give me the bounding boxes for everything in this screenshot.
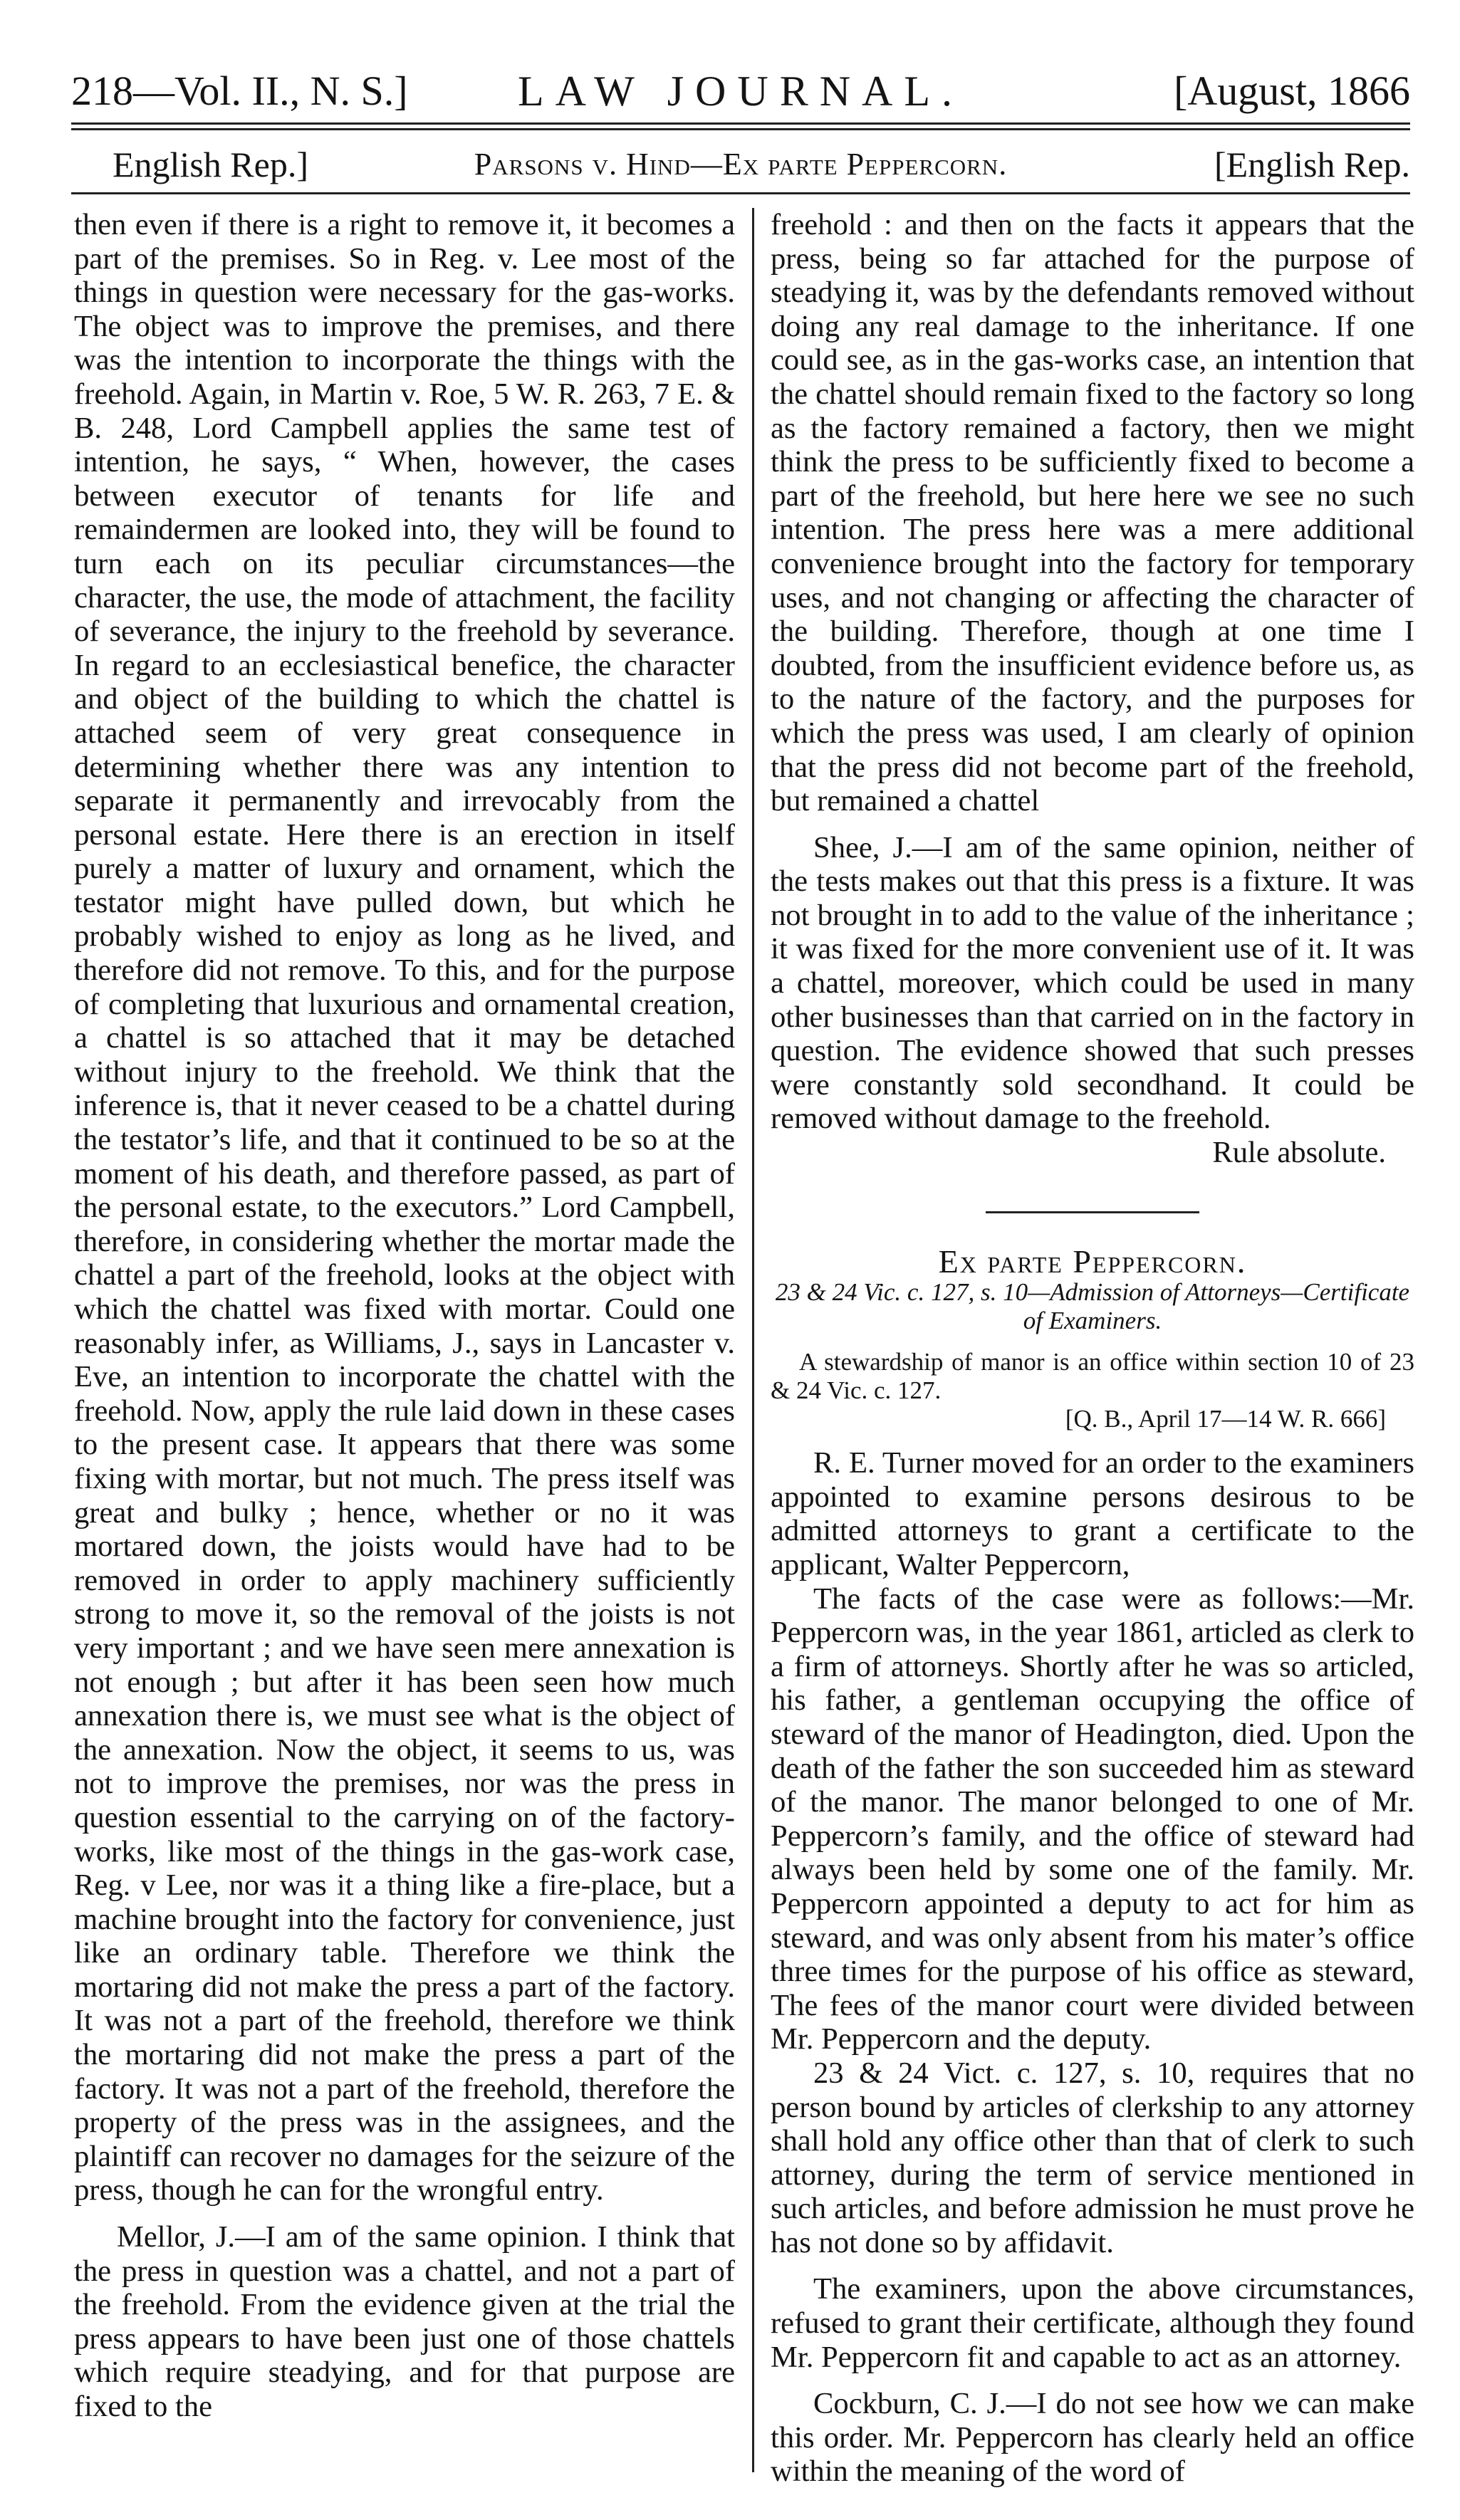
left-paragraph-judgment: then even if there is a right to remove it, it becomes a part of the premises. So in Reg. v. Lee most of the things in question were necessary for the gas-works. The object was to improve the premises, and there was the intention to incorporate the things with the freehold. Again, in Martin v. Roe, 5 W. R. 263, 7 E. & B. 248, Lord Campbell applies the same test of intention, he says, “ When, however, the cases between executor of tenants for life and remaindermen are looked into, they will be found to turn each on its peculiar circumstances—the character, the use, the mode of attachment, the facility of severance, the injury to the freehold by severance. In regard to an ecclesiastical benefice, the character and object of the building to which the chattel is attached seem of very great consequence in determining whether there was any intention to separate it permanently and irrevocably from the personal estate. Here there is an erection in itself purely a matter of luxury and ornament, which the testator might have pulled down, but which he probably wished to enjoy as long as he lived, and therefore did not remove. To this, and for the purpose of completing that luxurious and ornamental creation, a chattel is so attached that it may be detached without injury to the freehold. We think that the inference is, that it never ceased to be a chattel during the testator’s life, and that it continued to be so at the moment of his death, and therefore passed, as part of the personal estate, to the executors.” Lord Campbell, therefore, in considering whether the mortar made the chattel a part of the freehold, looks at the object with which the chattel was fixed with mortar. Could one reasonably infer, as Williams, J., says in Lancaster v. Eve, an intention to incorporate the chattel with the freehold. Now, apply the rule laid down in these cases to the present case. It appears that there was some fixing with mortar, but not much. The press itself was great and bulky ; hence, whether or no it was mortared down, the joists would have had to be removed in order to apply machinery sufficiently strong to move it, so the removal of the joists is not very important ; and we have seen mere annexation is not enough ; but after it has been seen how much annexation there is, we must see what is the object of the annexation. Now the object, it seems to us, was not to improve the premises, nor was the press in question essential to the carrying on of the factory-works, like most of the things in the gas-work case, Reg. v Lee, nor was it a thing like a fire-place, but a machine brought into the factory for convenience, just like an ordinary table. Therefore we think the mortaring did not make the press a part of the factory. It was not a part of the freehold, therefore we think the mortaring did not make the press a part of the factory. It was not a part of the freehold, therefore the property of the press was in the assignees, and the plaintiff can recover no damages for the seizure of the press, though he can for the wrongful entry. (74, 208, 735, 2207)
rule-absolute: Rule absolute. (1212, 1136, 1386, 1170)
right-paragraph-cockburn: Cockburn, C. J.—I do not see how we can make this order. Mr. Peppercorn has clearly held an office within the meaning of the word of (771, 2387, 1414, 2489)
right-paragraph-facts: The facts of the case were as follows:—Mr. Peppercorn was, in the year 1861, articled as clerk to a firm of attorneys. Shortly after he was so articled, his father, a gentleman occupying the office of steward of the manor of Headington, died. Upon the death of the father the son succeeded him as steward of the manor. The manor belonged to one of Mr. Peppercorn’s family, and the office of steward had always been held by some one of the family. Mr. Peppercorn appointed a deputy to act for him as steward, and was only absent from his mater’s office three times for the purpose of his office as steward, The fees of the manor court were divided between Mr. Peppercorn and the deputy. (771, 1581, 1414, 2056)
right-paragraph-shee: Shee, J.—I am of the same opinion, neither of the tests makes out that this press is a fixture. It was not brought in to add to the value of the inheritance ; it was fixed for the more convenient use of it. It was a chattel, moreover, which could be used in many other businesses than that carried on in the factory in question. The evidence showed that such presses were constantly sold secondhand. It could be removed without damage to the freehold. (771, 830, 1414, 1136)
headnote: A stewardship of manor is an office within section 10 of 23 & 24 Vic. c. 127. (771, 1348, 1414, 1405)
left-column (74, 208, 735, 2497)
section-rule (986, 1211, 1199, 1213)
right-paragraph-examiners: The examiners, upon the above circumstances, refused to grant their certificate, although they found Mr. Peppercorn fit and capable to act as an attorney. (771, 2272, 1414, 2374)
running-head-left: English Rep.] (113, 145, 308, 184)
issue-date: [August, 1866 (1174, 68, 1410, 114)
statute-line: 23 & 24 Vic. c. 127, s. 10—Admission of Attorneys—Certificate of Examiners. (775, 1278, 1410, 1335)
column-divider (752, 208, 754, 2472)
page-reference: 218—Vol. II., N. S.] (71, 68, 408, 114)
right-column (771, 208, 1414, 2497)
right-paragraph-motion: R. E. Turner moved for an order to the examiners appointed to examine persons desirous to be admitted attorneys to grant a certificate to the applicant, Walter Peppercorn, (771, 1446, 1414, 1581)
masthead-rule-bottom (71, 128, 1410, 130)
running-head-title: Parsons v. Hind—Ex parte Peppercorn. (474, 147, 1008, 182)
case-title: Ex parte Peppercorn. (938, 1243, 1247, 1280)
left-paragraph-mellor: Mellor, J.—I am of the same opinion. I think that the press in question was a chattel, and not a part of the freehold. From the evidence given at the trial the press appears to have been just one of those chattels which require steadying, and for that purpose are fixed to the (74, 2220, 735, 2423)
running-head-rule (71, 192, 1410, 194)
right-paragraph-statute: 23 & 24 Vict. c. 127, s. 10, requires that no person bound by articles of clerkship to any attorney shall hold any office other than that of clerk to such attorney, during the term of service mentioned in such articles, and before admission he must prove he has not done so by affidavit. (771, 2056, 1414, 2259)
right-paragraph-freehold: freehold : and then on the facts it appears that the press, being so far attached for the purpose of steadying it, was by the defendants removed without doing any real damage to the inheritance. If one could see, as in the gas-works case, an intention that the chattel should remain fixed to the factory so long as the factory remained a factory, then we might think the press to be sufficiently fixed to become a part of the freehold, but here here we see no such intention. The press here was a mere additional convenience brought into the factory for temporary uses, and not changing or affecting the character of the building. Therefore, though at one time I doubted, from the insufficient evidence before us, as to the nature of the factory, and the purposes for which the press was used, I am clearly of opinion that the press did not become part of the freehold, but remained a chattel (771, 208, 1414, 818)
journal-title: LAW JOURNAL. (517, 68, 964, 115)
case-citation: [Q. B., April 17—14 W. R. 666] (1065, 1405, 1386, 1433)
masthead (71, 63, 1410, 120)
masthead-rule-top (71, 122, 1410, 125)
running-head-right: [English Rep. (1214, 145, 1410, 184)
running-head (71, 140, 1410, 189)
